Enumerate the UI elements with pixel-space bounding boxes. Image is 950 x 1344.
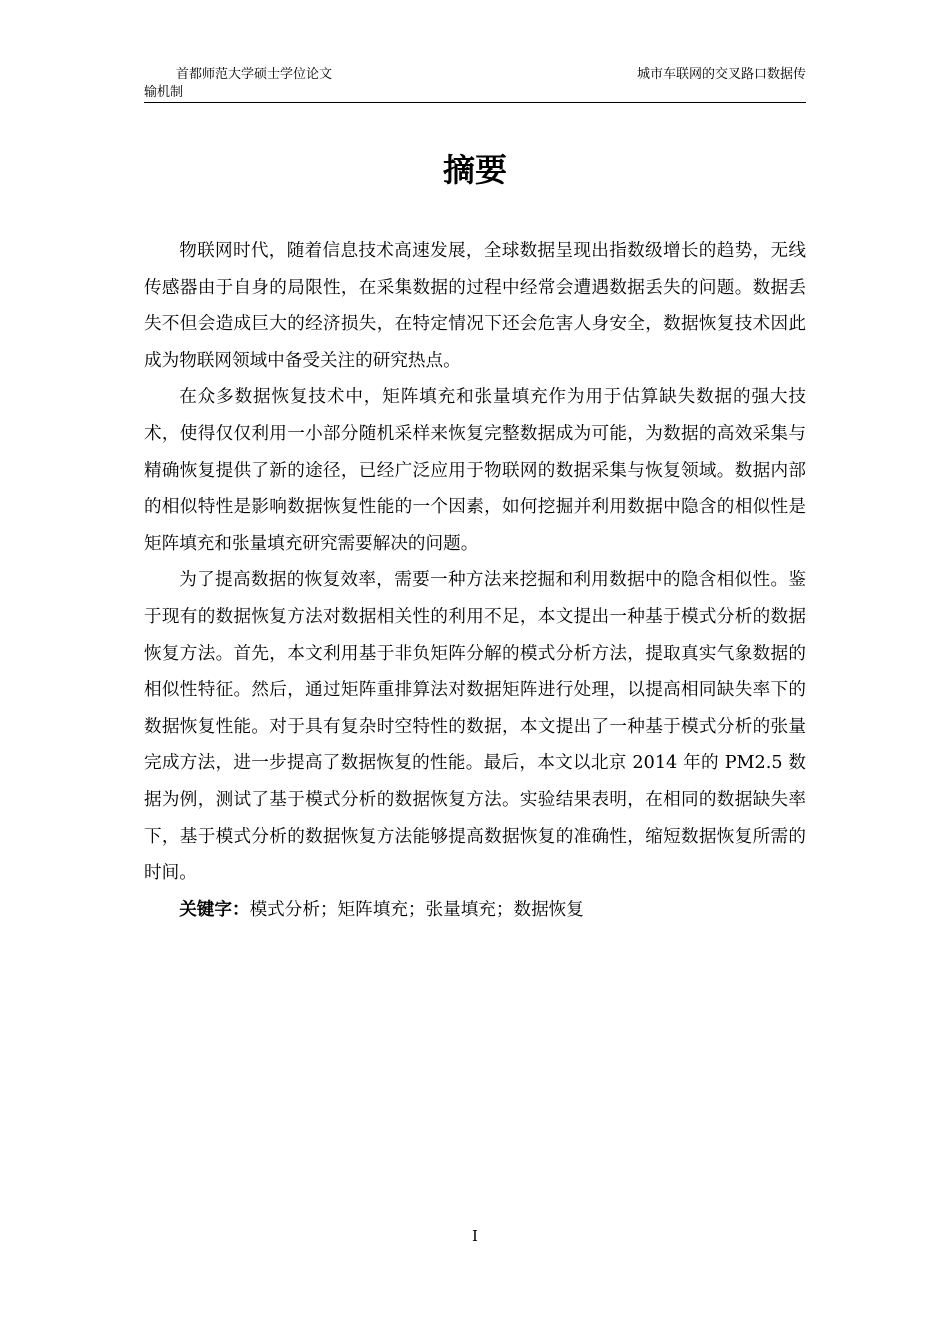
header-thesis-title: 城市车联网的交叉路口数据传 <box>636 67 806 82</box>
keywords-line <box>144 892 806 929</box>
abstract-paragraph-3: 为了提高数据的恢复效率，需要一种方法来挖掘和利用数据中的隐含相似性。鉴于现有的数据恢复方法对数据相关性的利用不足，本文提出一种基于模式分析的数据恢复方法。首先，本文利用基于非负矩阵分解的模式分析方法，提取真实气象数据的相似性特征。然后，通过矩阵重排算法对数据矩阵进行处理，以提高相同缺失率下的数据恢复性能。对于具有复杂时空特性的数据，本文提出了一种基于模式分析的张量完成方法，进一步提高了数据恢复的性能。最后，本文以北京 2014 年的 PM2.5 数据为例，测试了基于模式分析的数据恢复方法。实验结果表明，在相同的数据缺失率下，基于模式分析的数据恢复方法能够提高数据恢复的准确性，缩短数据恢复所需的时间。 <box>144 570 806 884</box>
abstract-body <box>144 233 806 928</box>
page-number: I <box>472 1227 478 1245</box>
running-header <box>144 66 806 103</box>
header-thesis-label: 首都师范大学硕士学位论文 <box>176 67 333 82</box>
header-thesis-title-continuation: 输机制 <box>144 85 184 100</box>
abstract-paragraph-2: 在众多数据恢复技术中，矩阵填充和张量填充作为用于估算缺失数据的强大技术，使得仅仅利用一小部分随机采样来恢复完整数据成为可能，为数据的高效采集与精确恢复提供了新的途径，已经广泛应用于物联网的数据采集与恢复领域。数据内部的相似特性是影响数据恢复性能的一个因素，如何挖掘并利用数据中隐含的相似性是矩阵填充和张量填充研究需要解决的问题。 <box>144 387 806 554</box>
abstract-paragraph-1: 物联网时代，随着信息技术高速发展，全球数据呈现出指数级增长的趋势，无线传感器由于自身的局限性，在采集数据的过程中经常会遭遇数据丢失的问题。数据丢失不但会造成巨大的经济损失，在特定情况下还会危害人身安全，数据恢复技术因此成为物联网领域中备受关注的研究热点。 <box>144 241 806 371</box>
keywords-text: 模式分析；矩阵填充；张量填充；数据恢复 <box>249 899 584 920</box>
page-title: 摘要 <box>442 151 507 189</box>
keywords-label: 关键字： <box>179 898 250 920</box>
